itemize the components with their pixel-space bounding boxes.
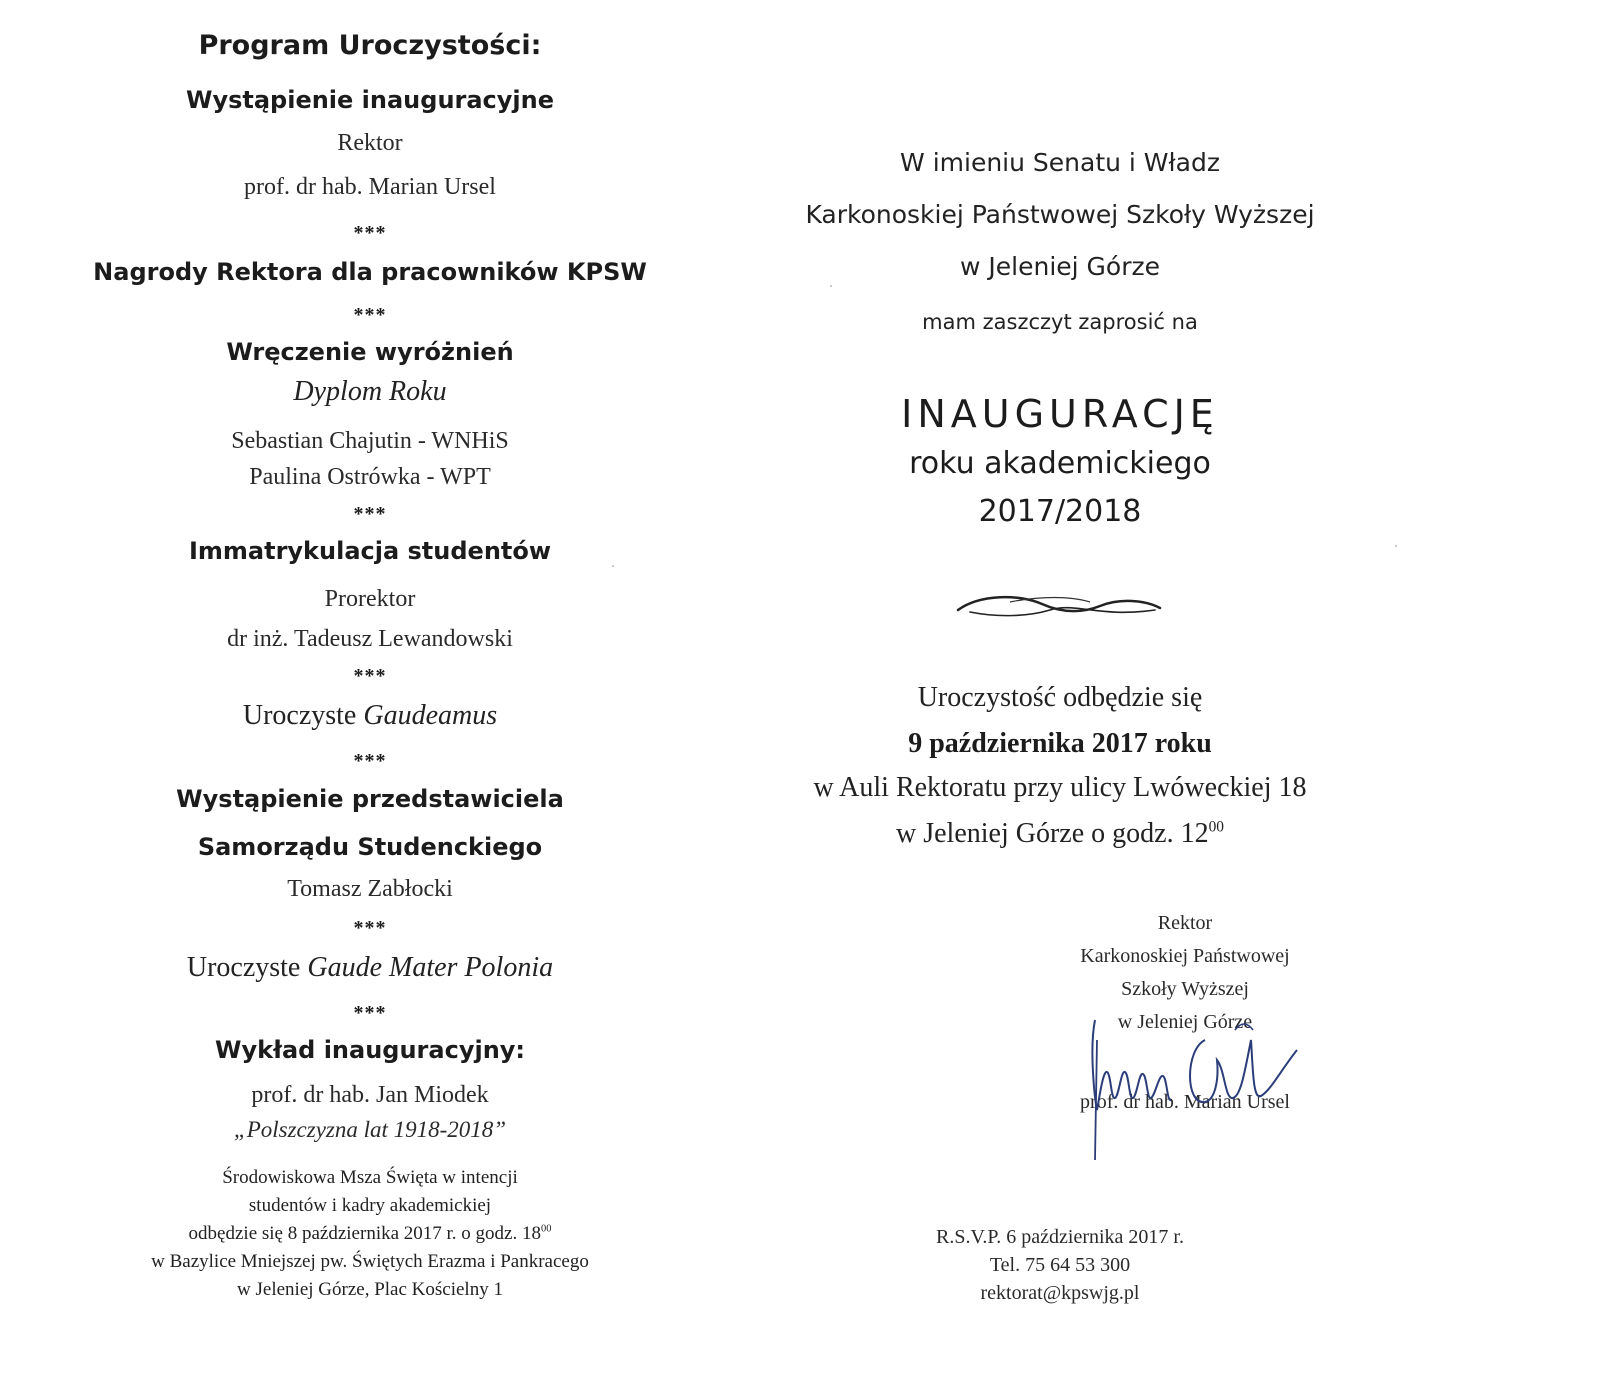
ceremony-time-minutes: 00	[1208, 818, 1224, 836]
ceremony-city-time-text: w Jeleniej Górze o godz. 12	[896, 818, 1209, 849]
section-inaugural-speech-person: prof. dr hab. Marian Ursel	[244, 174, 496, 200]
rsvp-email: rektorat@kpswjg.pl	[980, 1282, 1140, 1304]
section-student-rep-title-1: Wystąpienie przedstawiciela	[176, 785, 564, 813]
section-distinctions-title: Wręczenie wyróżnień	[226, 338, 514, 366]
separator: ***	[353, 304, 387, 326]
section-gaude-mater-title: Gaude Mater Polonia	[307, 952, 554, 983]
invitation-line-1: W imieniu Senatu i Władz	[900, 148, 1220, 177]
section-student-rep-person: Tomasz Zabłocki	[287, 876, 453, 902]
ceremony-date: 9 października 2017 roku	[908, 728, 1212, 759]
section-student-rep-title-2: Samorządu Studenckiego	[197, 833, 543, 861]
ceremony-city-time	[780, 818, 1340, 850]
separator: ***	[353, 222, 387, 244]
section-lecture-topic: „Polszczyzna lat 1918-2018”	[233, 1117, 507, 1142]
invitation-line-2: Karkonoskiej Państwowej Szkoły Wyższej	[805, 200, 1315, 229]
signature-handwriting-icon	[1085, 1010, 1315, 1170]
invitation-subtitle-1: roku akademickiego	[909, 446, 1211, 481]
section-distinctions-subtitle: Dyplom Roku	[293, 376, 447, 407]
section-gaude-mater-prefix: Uroczyste	[186, 952, 301, 983]
mass-line-2: studentów i kadry akademickiej	[248, 1195, 492, 1216]
mass-time-minutes: 00	[541, 1223, 552, 1235]
section-inaugural-speech-role: Rektor	[337, 130, 403, 156]
mass-line-1: Środowiskowa Msza Święta w intencji	[222, 1167, 518, 1188]
signature-line-1: Rektor	[1157, 912, 1213, 934]
section-gaudeamus-title: Gaudeamus	[363, 700, 498, 731]
signature-line-2: Karkonoskiej Państwowej	[1080, 945, 1290, 967]
mass-line-5: w Jeleniej Górze, Plac Kościelny 1	[237, 1279, 503, 1300]
mass-line-3-text: odbędzie się 8 października 2017 r. o godz. 18	[188, 1223, 541, 1244]
signature-name: prof. dr hab. Marian Ursel	[1080, 1091, 1290, 1113]
scan-speck	[1395, 545, 1397, 547]
section-matriculation-role: Prorektor	[324, 586, 416, 612]
separator: ***	[353, 665, 387, 687]
scan-speck	[830, 285, 832, 287]
rsvp-date: R.S.V.P. 6 października 2017 r.	[936, 1226, 1184, 1248]
mass-line-3	[0, 1223, 740, 1245]
section-gaudeamus	[0, 700, 740, 732]
separator: ***	[353, 1002, 387, 1024]
distinction-person-2: Paulina Ostrówka - WPT	[249, 464, 491, 490]
invitation-line-3: w Jeleniej Górze	[960, 252, 1160, 281]
section-gaude-mater	[0, 952, 740, 984]
separator: ***	[353, 750, 387, 772]
section-matriculation-title: Immatrykulacja studentów	[188, 537, 552, 565]
separator: ***	[353, 503, 387, 525]
section-matriculation-person: dr inż. Tadeusz Lewandowski	[227, 626, 513, 652]
rsvp-phone: Tel. 75 64 53 300	[989, 1254, 1131, 1276]
signature-line-4: w Jeleniej Górze	[1117, 1011, 1253, 1033]
section-lecture-person: prof. dr hab. Jan Miodek	[251, 1082, 489, 1108]
ornament-flourish-icon	[950, 588, 1170, 628]
invitation-line-4: mam zaszczyt zaprosić na	[922, 310, 1198, 334]
section-rector-awards-title: Nagrody Rektora dla pracowników KPSW	[93, 258, 647, 286]
program-title: Program Uroczystości:	[198, 30, 542, 61]
ceremony-place: w Auli Rektoratu przy ulicy Lwóweckiej 18	[813, 772, 1307, 803]
mass-line-4: w Bazylice Mniejszej pw. Świętych Erazma i Pankracego	[151, 1251, 589, 1272]
signature-line-3: Szkoły Wyższej	[1121, 978, 1249, 1000]
invitation-headline: INAUGURACJĘ	[901, 392, 1219, 436]
distinction-person-1: Sebastian Chajutin - WNHiS	[231, 428, 509, 454]
separator: ***	[353, 917, 387, 939]
ceremony-line-1: Uroczystość odbędzie się	[917, 682, 1203, 713]
scan-speck	[612, 565, 614, 567]
section-lecture-title: Wykład inauguracyjny:	[214, 1036, 526, 1064]
section-gaudeamus-prefix: Uroczyste	[242, 700, 357, 731]
section-inaugural-speech-title: Wystąpienie inauguracyjne	[185, 86, 555, 114]
invitation-subtitle-2: 2017/2018	[978, 494, 1142, 529]
